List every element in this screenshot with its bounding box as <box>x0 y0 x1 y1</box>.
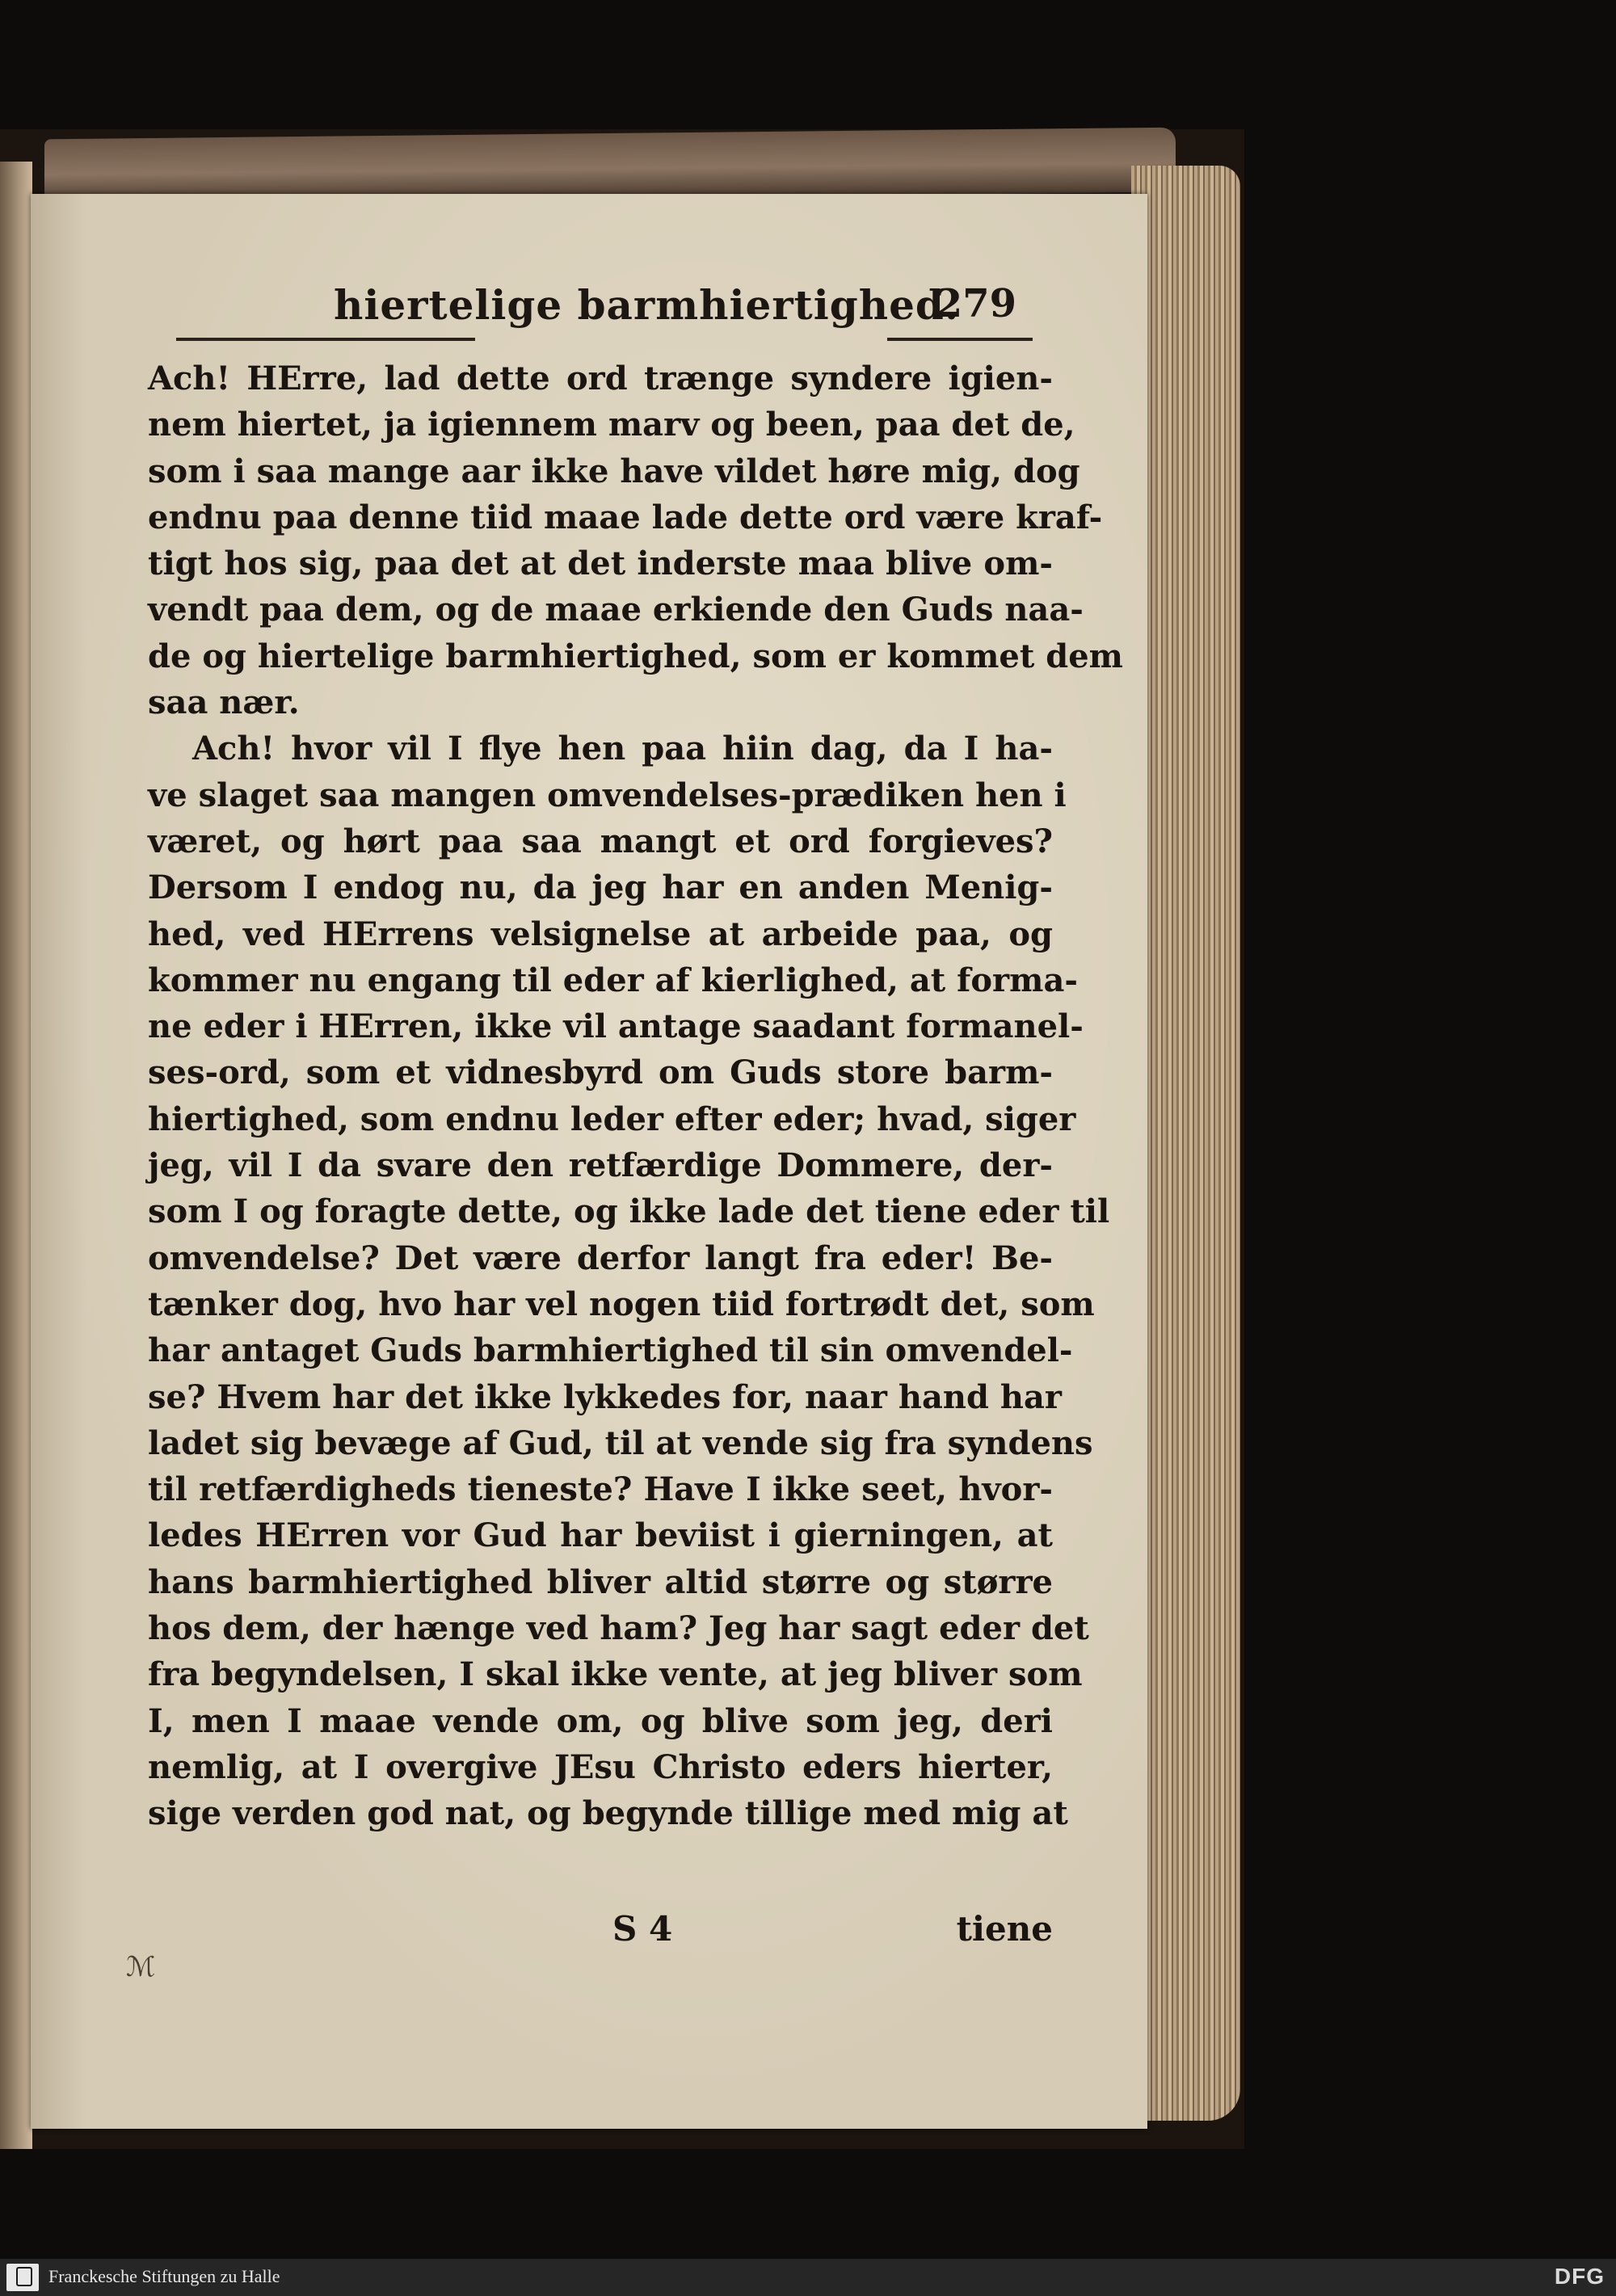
signature-mark: S 4 <box>612 1909 673 1949</box>
text-line: fra begyndelsen, I skal ikke vente, at jeg bliver som <box>148 1655 1083 1694</box>
text-line: Ach! hvor vil I flye hen paa hiin dag, da I ha- <box>192 730 1053 768</box>
text-line: ledes HErren vor Gud har beviist i gierningen, at <box>148 1516 1053 1555</box>
text-line: hed, ved HErrens velsignelse at arbeide paa, og <box>148 915 1053 953</box>
text-line: se? Hvem har det ikke lykkedes for, naar hand har <box>148 1377 1062 1416</box>
text-line: saa nær. <box>148 683 300 722</box>
text-line: hiertighed, som endnu leder efter eder; hvad, siger <box>148 1100 1076 1138</box>
text-line: til retfærdigheds tieneste? Have I ikke seet, hvor- <box>148 1470 1053 1509</box>
page-footer <box>148 1909 1053 1957</box>
body-text <box>148 355 1123 1837</box>
previous-page-edge <box>0 162 32 2149</box>
text-line: sige verden god nat, og begynde tillige med mig at <box>148 1794 1068 1833</box>
franckesche-stiftungen-logo-icon <box>6 2264 39 2291</box>
text-line: været, og hørt paa saa mangt et ord forgieves? <box>148 822 1053 860</box>
text-line: I, men I maae vende om, og blive som jeg, deri <box>148 1701 1053 1740</box>
text-line: tænker dog, hvo har vel nogen tiid fortrødt det, som <box>148 1285 1095 1323</box>
page-stack-edge <box>1131 166 1240 2121</box>
catchword: tiene <box>956 1909 1053 1949</box>
header-rule-left <box>176 338 475 341</box>
text-line: Dersom I endog nu, da jeg har en anden Menig- <box>148 868 1053 907</box>
text-line: jeg, vil I da svare den retfærdige Dommere, der- <box>148 1146 1053 1185</box>
text-line: ladet sig bevæge af Gud, til at vende sig fra syndens <box>148 1423 1093 1462</box>
page-header <box>176 281 1033 346</box>
text-line: de og hiertelige barmhiertighed, som er kommet dem <box>148 637 1123 675</box>
text-line: omvendelse? Det være derfor langt fra eder! Be- <box>148 1238 1053 1277</box>
book-top-edge <box>44 128 1176 204</box>
text-line: nem hiertet, ja igiennem marv og been, paa det de, <box>148 406 1075 444</box>
book-page <box>31 194 1147 2129</box>
dfg-logo: DFG <box>1554 2264 1605 2289</box>
text-line: endnu paa denne tiid maae lade dette ord være kraf- <box>148 498 1103 536</box>
text-line: kommer nu engang til eder af kierlighed, at forma- <box>148 961 1078 999</box>
text-line: ses-ord, som et vidnesbyrd om Guds store barm- <box>148 1053 1053 1092</box>
text-line: hos dem, der hænge ved ham? Jeg har sagt eder det <box>148 1609 1089 1648</box>
text-line: som i saa mange aar ikke have vildet høre mig, dog <box>148 452 1080 490</box>
text-line: nemlig, at I overgive JEsu Christo eders hierter, <box>148 1747 1053 1786</box>
text-line: har antaget Guds barmhiertighed til sin omvendel- <box>148 1331 1073 1370</box>
text-line: ve slaget saa mangen omvendelses-prædiken hen i <box>148 776 1067 814</box>
text-line: som I og foragte dette, og ikke lade det tiene eder til <box>148 1192 1110 1231</box>
text-line: Ach! HErre, lad dette ord trænge syndere igien- <box>148 360 1053 397</box>
text-line: hans barmhiertighed bliver altid større og større <box>148 1562 1053 1601</box>
page-number: 279 <box>935 281 1016 326</box>
text-line: tigt hos sig, paa det at det inderste maa blive om- <box>148 545 1053 583</box>
text-line: vendt paa dem, og de maae erkiende den Guds naa- <box>148 591 1084 629</box>
margin-mark: ℳ <box>126 1951 156 1983</box>
text-line: ne eder i HErren, ikke vil antage saadant formanel- <box>148 1007 1084 1046</box>
running-title: hiertelige barmhiertighed. <box>334 281 960 329</box>
institution-name: Franckesche Stiftungen zu Halle <box>48 2266 280 2286</box>
header-rule-right <box>887 338 1033 341</box>
viewer-footer-bar <box>0 2259 1616 2296</box>
